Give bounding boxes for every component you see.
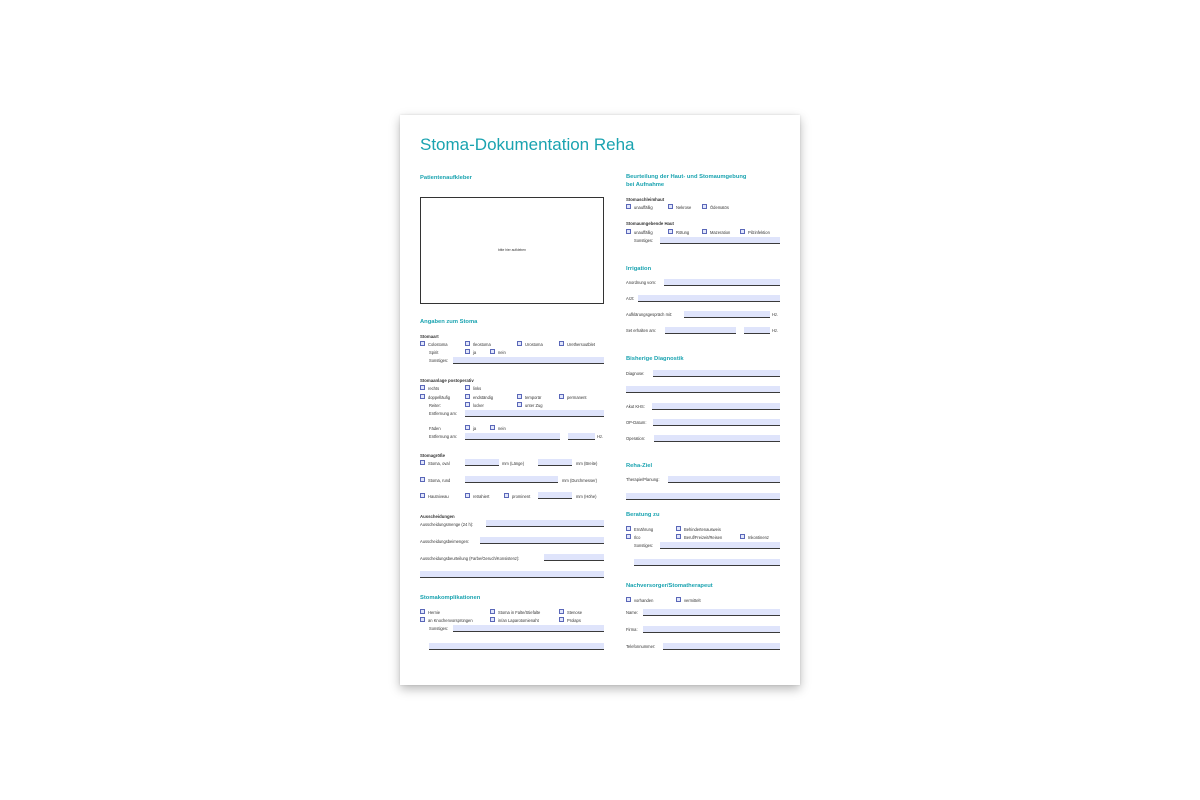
retrahiert-checkbox[interactable] — [465, 493, 470, 498]
endstaendig-label: endständig — [473, 394, 494, 400]
diagnostik-heading: Bisherige Diagnostik — [626, 356, 684, 362]
colostoma-label: Colostoma — [428, 341, 448, 347]
spirit-label: Spirit — [429, 349, 439, 355]
aufklaerung-field[interactable] — [684, 311, 770, 318]
firma-field[interactable] — [643, 626, 780, 633]
set-field[interactable] — [665, 327, 736, 334]
faeden-entfernung-field[interactable] — [465, 433, 560, 440]
angaben-heading: Angaben zum Stoma — [420, 319, 478, 325]
stomaart-sonstiges-label: Sonstiges: — [429, 358, 449, 363]
khs-label: Akut KHS: — [626, 404, 645, 409]
page-title: Stoma-Dokumentation Reha — [420, 135, 635, 154]
breite-unit: mm (Breite) — [576, 460, 598, 466]
telefon-field[interactable] — [663, 643, 780, 650]
operation-field[interactable] — [654, 435, 780, 442]
durchmesser-unit: mm (Durchmesser) — [562, 477, 598, 483]
schleimhaut-unauffaellig-checkbox[interactable] — [626, 204, 631, 209]
anordnung-label: Anordnung vom: — [626, 280, 657, 285]
locker-checkbox[interactable] — [465, 402, 470, 407]
faeden-ja-checkbox[interactable] — [465, 425, 470, 430]
temporaer-label: temporär — [525, 394, 542, 400]
stenose-checkbox[interactable] — [559, 609, 564, 614]
urethersoutblet-checkbox[interactable] — [559, 341, 564, 346]
haut-title: Stomaumgebende Haut — [626, 221, 674, 226]
beurteilung-heading-line2: bei Aufnahme — [626, 181, 665, 188]
hautniveau-checkbox[interactable] — [420, 493, 425, 498]
sticker-hint: bitte hier aufkleben — [498, 248, 526, 252]
beratung-sonstiges-field-2[interactable] — [634, 559, 780, 566]
reiter-label: Reiter: — [429, 402, 442, 408]
spirit-nein-label: nein — [498, 349, 506, 355]
pilzinfektion-label: Pilzinfektion — [748, 229, 770, 235]
stomaart-sonstiges-field[interactable] — [453, 357, 604, 364]
doppellaeufig-checkbox[interactable] — [420, 394, 425, 399]
oedematoes-label: Ödematös — [710, 204, 729, 210]
retrahiert-label: retrahiert — [473, 493, 490, 499]
prolaps-label: Prolaps — [567, 617, 581, 623]
knochen-checkbox[interactable] — [420, 617, 425, 622]
set-label: Set erhalten am: — [626, 328, 657, 333]
prominent-checkbox[interactable] — [504, 493, 509, 498]
beratung-heading: Beratung zu — [626, 512, 660, 518]
groesse-title: Stomagröße — [420, 453, 446, 458]
rechts-label: rechts — [428, 385, 440, 391]
urethersoutblet-label: Urethersoutblet — [567, 341, 595, 347]
laparotomie-label: in/an Laparotomienaht — [498, 617, 539, 623]
op-datum-field[interactable] — [653, 419, 780, 426]
aufklaerung-unit: Hz. — [772, 312, 779, 317]
vorhanden-label: vorhanden — [634, 597, 654, 603]
falte-label: Stoma in Falte/Stiefalte — [498, 609, 541, 615]
oval-laenge-field[interactable] — [465, 459, 499, 466]
operation-label: Operation: — [626, 436, 646, 441]
telefon-label: Telefonnummer: — [626, 644, 656, 649]
menge-label: Ausscheidungsmenge (24 h): — [420, 521, 474, 527]
faeden-ja-label: ja — [473, 425, 477, 431]
komplikationen-sonstiges-field-2[interactable] — [429, 643, 604, 650]
arzt-field[interactable] — [638, 295, 780, 302]
permanent-checkbox[interactable] — [559, 394, 564, 399]
beratung-sonstiges-label: Sonstiges: — [634, 543, 654, 548]
inkontinenz-checkbox[interactable] — [740, 534, 745, 539]
doppellaeufig-label: doppelläufig — [428, 394, 451, 400]
haut-unauffaellig-label: unauffällig — [634, 229, 653, 235]
nachversorger-heading: Nachversorger/Stomatherapeut — [626, 583, 713, 589]
beurteilung-heading — [626, 174, 746, 189]
spirit-nein-checkbox[interactable] — [490, 349, 495, 354]
therapie-label: Therapie/Planung: — [626, 477, 660, 482]
rehaziel-heading: Reha-Ziel — [626, 463, 653, 469]
ileostoma-checkbox[interactable] — [465, 341, 470, 346]
nekrose-label: Nekrose — [676, 204, 692, 210]
unter-zug-checkbox[interactable] — [517, 402, 522, 407]
endstaendig-checkbox[interactable] — [465, 394, 470, 399]
hautniveau-label: Hautniveau — [428, 493, 449, 499]
schleimhaut-title: Stomaschleimhaut — [626, 197, 665, 202]
vorhanden-checkbox[interactable] — [626, 597, 631, 602]
beurteilung-field[interactable] — [544, 554, 604, 561]
ilco-checkbox[interactable] — [626, 534, 631, 539]
beimengen-field[interactable] — [480, 537, 604, 544]
prominent-label: prominent — [512, 493, 531, 499]
knochen-label: an Knochenvorsprüngen — [428, 617, 473, 623]
ausweis-checkbox[interactable] — [676, 526, 681, 531]
falte-checkbox[interactable] — [490, 609, 495, 614]
schleimhaut-unauffaellig-label: unauffällig — [634, 204, 653, 210]
oval-checkbox[interactable] — [420, 460, 425, 465]
beruf-checkbox[interactable] — [676, 534, 681, 539]
nekrose-checkbox[interactable] — [668, 204, 673, 209]
therapie-field-2[interactable] — [626, 493, 780, 500]
beimengen-label: Ausscheidungsbeimengen: — [420, 538, 470, 544]
set-unit: Hz. — [772, 328, 779, 333]
rechts-checkbox[interactable] — [420, 385, 425, 390]
ilco-label: Ilco — [634, 534, 641, 540]
ileostoma-label: Ileostoma — [473, 341, 491, 347]
prolaps-checkbox[interactable] — [559, 617, 564, 622]
oval-label: Stoma, oval — [428, 460, 450, 466]
aufklaerung-label: Aufklärungsgespräch mit: — [626, 312, 673, 317]
patient-heading: Patientenaufkleber — [420, 175, 472, 181]
khs-field[interactable] — [652, 403, 780, 410]
mazeration-checkbox[interactable] — [702, 229, 707, 234]
name-field[interactable] — [643, 609, 780, 616]
arzt-label: Arzt: — [626, 296, 635, 301]
colostoma-checkbox[interactable] — [420, 341, 425, 346]
beratung-sonstiges-field[interactable] — [660, 542, 780, 549]
spirit-ja-label: ja — [473, 349, 477, 355]
beruf-label: Beruf/Freizeit/Reisen — [684, 534, 723, 540]
stenose-label: Stenose — [567, 609, 583, 615]
menge-field[interactable] — [486, 520, 604, 527]
laenge-unit: mm (Länge) — [502, 460, 525, 466]
faeden-nein-checkbox[interactable] — [490, 425, 495, 430]
set-hz-field[interactable] — [744, 327, 770, 334]
vermittelt-checkbox[interactable] — [676, 597, 681, 602]
anordnung-field[interactable] — [664, 279, 780, 286]
reiter-entfernung-field[interactable] — [465, 410, 604, 417]
patient-sticker-box — [420, 197, 604, 304]
reiter-entfernung-label: Entfernung am: — [429, 411, 457, 416]
unter-zug-label: unter Zug — [525, 402, 543, 408]
op-datum-label: OP-Datum: — [626, 420, 647, 425]
mazeration-label: Mazeration — [710, 229, 731, 235]
therapie-field[interactable] — [668, 476, 780, 483]
diagnose-field[interactable] — [653, 370, 780, 377]
temporaer-checkbox[interactable] — [517, 394, 522, 399]
firma-label: Firma: — [626, 627, 638, 632]
stomaart-title: Stomaart — [420, 334, 439, 339]
diagnose-label: Diagnose: — [626, 371, 645, 376]
inkontinenz-label: Inkontinenz — [748, 534, 769, 540]
oval-breite-field[interactable] — [538, 459, 572, 466]
vermittelt-label: vermittelt — [684, 597, 701, 603]
links-checkbox[interactable] — [465, 385, 470, 390]
beurteilung-field-2[interactable] — [420, 571, 604, 578]
komplikationen-sonstiges-field[interactable] — [453, 625, 604, 632]
diagnose-field-2[interactable] — [626, 386, 780, 393]
hoehe-field[interactable] — [538, 492, 572, 499]
ernaehrung-checkbox[interactable] — [626, 526, 631, 531]
permanent-label: permanent — [567, 394, 587, 400]
rund-label: Stoma, rund — [428, 477, 451, 483]
ausscheidungen-title: Ausscheidungen — [420, 514, 455, 519]
rund-checkbox[interactable] — [420, 477, 425, 482]
komplikationen-heading: Stomakomplikationen — [420, 595, 481, 601]
ausweis-label: Behindertenausweis — [684, 526, 721, 532]
urostoma-label: Urostoma — [525, 341, 543, 347]
haut-sonstiges-label: Sonstiges: — [634, 238, 654, 243]
haut-sonstiges-field[interactable] — [660, 237, 780, 244]
hernie-checkbox[interactable] — [420, 609, 425, 614]
beurteilung-heading-line1: Beurteilung der Haut- und Stomaumgebung — [626, 174, 747, 180]
urostoma-checkbox[interactable] — [517, 341, 522, 346]
locker-label: locker — [473, 402, 484, 408]
faeden-hz-unit: Hz. — [597, 434, 604, 439]
anlage-title: Stomaanlage postoperativ — [420, 378, 474, 383]
hoehe-unit: mm (Höhe) — [576, 493, 597, 499]
laparotomie-checkbox[interactable] — [490, 617, 495, 622]
spirit-ja-checkbox[interactable] — [465, 349, 470, 354]
hernie-label: Hernie — [428, 609, 441, 615]
document-sheet — [400, 115, 800, 685]
rund-field[interactable] — [465, 476, 558, 483]
ernaehrung-label: Ernährung — [634, 526, 654, 532]
faeden-hz-field[interactable] — [568, 433, 595, 440]
links-label: links — [473, 385, 482, 391]
roetung-label: Rötung — [676, 229, 690, 235]
faeden-nein-label: nein — [498, 425, 506, 431]
roetung-checkbox[interactable] — [668, 229, 673, 234]
haut-unauffaellig-checkbox[interactable] — [626, 229, 631, 234]
oedematoes-checkbox[interactable] — [702, 204, 707, 209]
faeden-entfernung-label: Entfernung am: — [429, 434, 457, 439]
beurteilung-label: Ausscheidungsbeurteilung (Farbe/Geruch/Konsistenz): — [420, 555, 520, 561]
pilzinfektion-checkbox[interactable] — [740, 229, 745, 234]
irrigation-heading: Irrigation — [626, 266, 652, 272]
faeden-label: Fäden — [429, 425, 441, 431]
komplikationen-sonstiges-label: Sonstiges: — [429, 626, 449, 631]
name-label: Name: — [626, 610, 639, 615]
